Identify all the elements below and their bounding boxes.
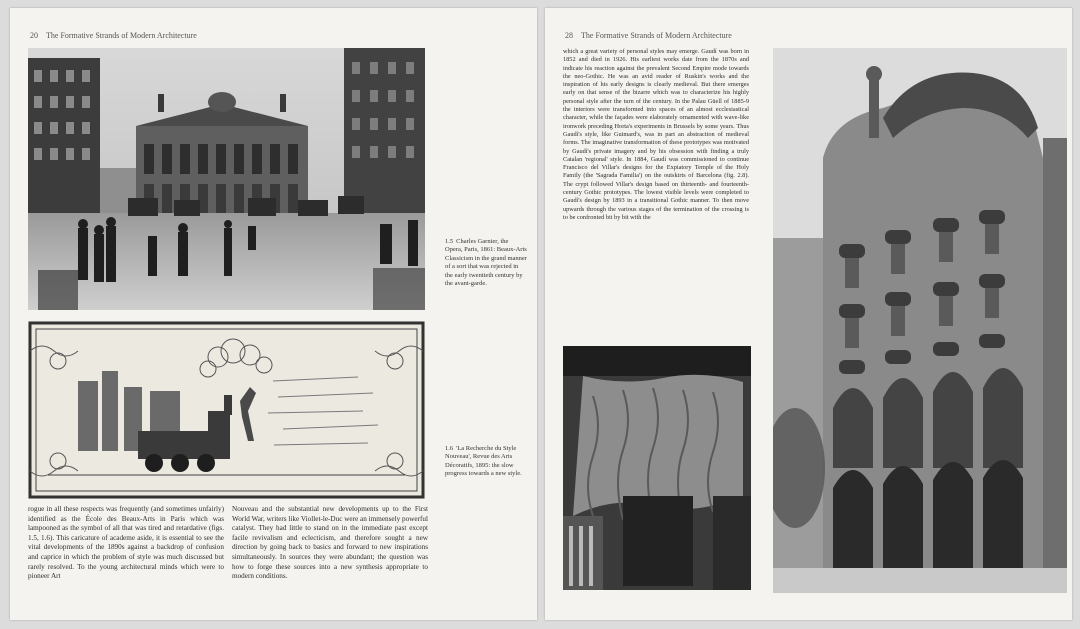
photograph-casa-batllo-facade bbox=[773, 48, 1067, 593]
right-running-head bbox=[565, 31, 732, 40]
left-page bbox=[10, 8, 537, 620]
photograph-paris-opera bbox=[28, 48, 425, 310]
caption-number-1-5: 1.5 bbox=[445, 238, 454, 245]
left-page-number: 20 bbox=[30, 31, 38, 40]
caption-figure-1-6 bbox=[445, 445, 527, 479]
illustration-la-recherche-du-style-nouveau bbox=[28, 321, 425, 499]
photograph-interior-detail bbox=[563, 346, 751, 590]
left-running-title: The Formative Strands of Modern Architecture bbox=[46, 31, 197, 40]
left-body-column-1 bbox=[28, 505, 224, 582]
right-page bbox=[545, 8, 1072, 620]
caption-number-1-6: 1.6 bbox=[445, 445, 454, 452]
caption-figure-1-5 bbox=[445, 238, 527, 288]
illustration-graphic bbox=[28, 321, 425, 499]
right-page-number: 28 bbox=[565, 31, 573, 40]
left-column-2-text: Nouveau and the substantial new developments up to the First World War, writers like Viollet-le-Duc were an immensely powerful catalyst. They had little to stand on in the immediate past except facile revivalism and eclecticism, and therefore sought a new direction by going back to basics and forward to new inspirations simultaneously. In sources they were abundant; the question was how to forge these sources into a new synthesis appropriate to modern conditions. bbox=[232, 505, 428, 581]
caption-text-1-6: 'La Recherche du Style Nouveau', Revue des Arts Décoratifs, 1895: the slow progress towards a new style. bbox=[445, 445, 522, 478]
facade-photo-graphic bbox=[773, 48, 1067, 593]
left-column-1-text: rogue in all these respects was frequently (and sometimes unfairly) identified as the École des Beaux-Arts in Paris which was lampooned as the symbol of all that was tired and retardative (figs. 1.5, 1.6). This caricature of academe aside, it is essential to see the vital developments of the 1890s against a backdrop of confusion and caprice in which the problem of style was much discussed but rarely resolved. To the young architectural minds which were to pioneer Art bbox=[28, 505, 224, 581]
opera-photo-graphic bbox=[28, 48, 425, 310]
left-body-column-2 bbox=[232, 505, 428, 582]
caption-text-1-5: Charles Garnier, the Opera, Paris, 1861: Beaux-Arts Classicism in the grand manner of a sort that was rejected in the early twentieth century by the avant-garde. bbox=[445, 238, 527, 288]
right-body-column bbox=[563, 48, 749, 222]
right-column-text: which a great variety of personal styles may emerge. Gaudí was born in 1852 and died in 1926. His earliest works date from the 1870s and indicate his reaction against the prevalent Second Empire mode towards the neo-Gothic. He was an avid reader of Ruskin's works and the inspiration of his early designs is clearly medieval. But there emerges early on that sense of the bizarre which was to characterize his highly personal style after the turn of the century. In the Palau Güell of 1885-9 the interiors were transformed into spaces of an almost ecclesiastical character, while the façades were elaborately ornamented with wave-like ironwork preceding Horta's experiments in Brussels by some years. Thus Gaudí's style, like Guimard's, was in part an abstraction of medieval forms. The imaginative transformation of these prototypes was motivated by Gaudí's private imagery and by his obsession with finding a truly Catalan 'regional' style. In 1884, Gaudí was commissioned to continue Francisco del Villar's designs for the Expiatory Temple of the Holy Family (the 'Sagrada Familia') on the outskirts of Barcelona (fig. 2.8). The crypt followed Villar's design based on thirteenth- and fourteenth-century Gothic prototypes. The lowest visible levels were completed to Gaudí's design by 1893 in a transitional Gothic manner. To then move upwards through the various stages of the termination of the crossing is to be confronted bit by bit with the bbox=[563, 48, 749, 221]
interior-photo-graphic bbox=[563, 346, 751, 590]
left-running-head bbox=[30, 31, 197, 40]
right-running-title: The Formative Strands of Modern Architecture bbox=[581, 31, 732, 40]
